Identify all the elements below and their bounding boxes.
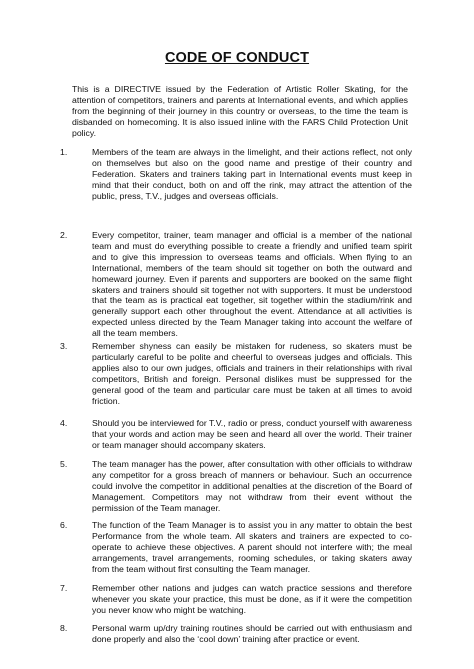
list-item-text: Personal warm up/dry training routines should be carried out with enthusiasm and done properly and also the ‘cool down’ training after practice or event. <box>92 623 412 644</box>
list-item-number: 8. <box>60 623 68 633</box>
list-item <box>60 459 412 514</box>
list-item-number: 3. <box>60 341 68 351</box>
list-item-number: 5. <box>60 459 68 469</box>
list-item-number: 2. <box>60 230 68 240</box>
list-item <box>60 230 412 339</box>
list-item-text: Members of the team are always in the limelight, and their actions reflect, not only on themselves but also on the good name and prestige of their country and Federation. Skaters and trainers taking part in International events must keep in mind that their conduct, both on and off the rink, may attract the attention of the public, press, T.V., judges and overseas officials. <box>92 147 412 201</box>
list-item <box>60 418 412 451</box>
intro-paragraph: This is a DIRECTIVE issued by the Federation of Artistic Roller Skating, for the attention of competitors, trainers and parents at International events, and which applies from the beginning of their journey in this country or overseas, to the time the team is disbanded on homecoming. It is also issued inline with the FARS Child Protection Unit policy. <box>72 84 408 138</box>
list-item-number: 4. <box>60 418 68 428</box>
list-item-text: Every competitor, trainer, team manager and official is a member of the national team and must do everything possible to create a friendly and unified team spirit and to give this impression to overseas teams and officials. When flying to an International, members of the team should sit together on both the outward and homeward journey. Even if parents and supporters are booked on the same flight skaters and trainers should sit together not with supporters. It must be understood that the team as is practical eat together, sit together within the stadium/rink and generally support each other throughout the event. Attendance at all activities is expected unless directed by the Team Manager taking into account the welfare of all the team members. <box>92 230 412 339</box>
list-item <box>60 520 412 575</box>
list-item-text: Remember other nations and judges can watch practice sessions and therefore whenever you skate your practice, this must be done, as if it were the competition you never know who might be watching. <box>92 583 412 615</box>
list-item-text: Should you be interviewed for T.V., radio or press, conduct yourself with awareness that your words and action may be seen and heard all over the world. Their trainer or team manager should accompany skaters. <box>92 418 412 450</box>
list-item <box>60 623 412 645</box>
list-item-number: 6. <box>60 520 68 530</box>
list-item-text: The team manager has the power, after consultation with other officials to withdraw any competitor for a gross breach of manners or behaviour. Such an occurrence could involve the competitor in additional penalties at the discretion of the Board of Management. Competitors may not withdraw from their event without the permission of the Team manager. <box>92 459 412 513</box>
list-item-number: 1. <box>60 147 68 157</box>
list-item-number: 7. <box>60 583 68 593</box>
list-item <box>60 583 412 616</box>
list-item <box>60 147 412 202</box>
list-item-text: The function of the Team Manager is to assist you in any matter to obtain the best Performance from the whole team. All skaters and trainers are expected to co-operate to achieve these objectives. A parent should not interfere with; the meal arrangements, travel arrangements, rooming schedules, or taking skaters away from the team without first consulting the Team manager. <box>92 520 412 574</box>
list-item <box>60 341 412 406</box>
list-item-text: Remember shyness can easily be mistaken for rudeness, so skaters must be particularly careful to be polite and cheerful to overseas judges and officials. This applies also to our own judges, officials and trainers in their relationships with rival competitors, British and foreign. Personal dislikes must be suppressed for the general good of the team and particular care must be taken at all times to avoid friction. <box>92 341 412 406</box>
page-title: CODE OF CONDUCT <box>164 50 310 66</box>
